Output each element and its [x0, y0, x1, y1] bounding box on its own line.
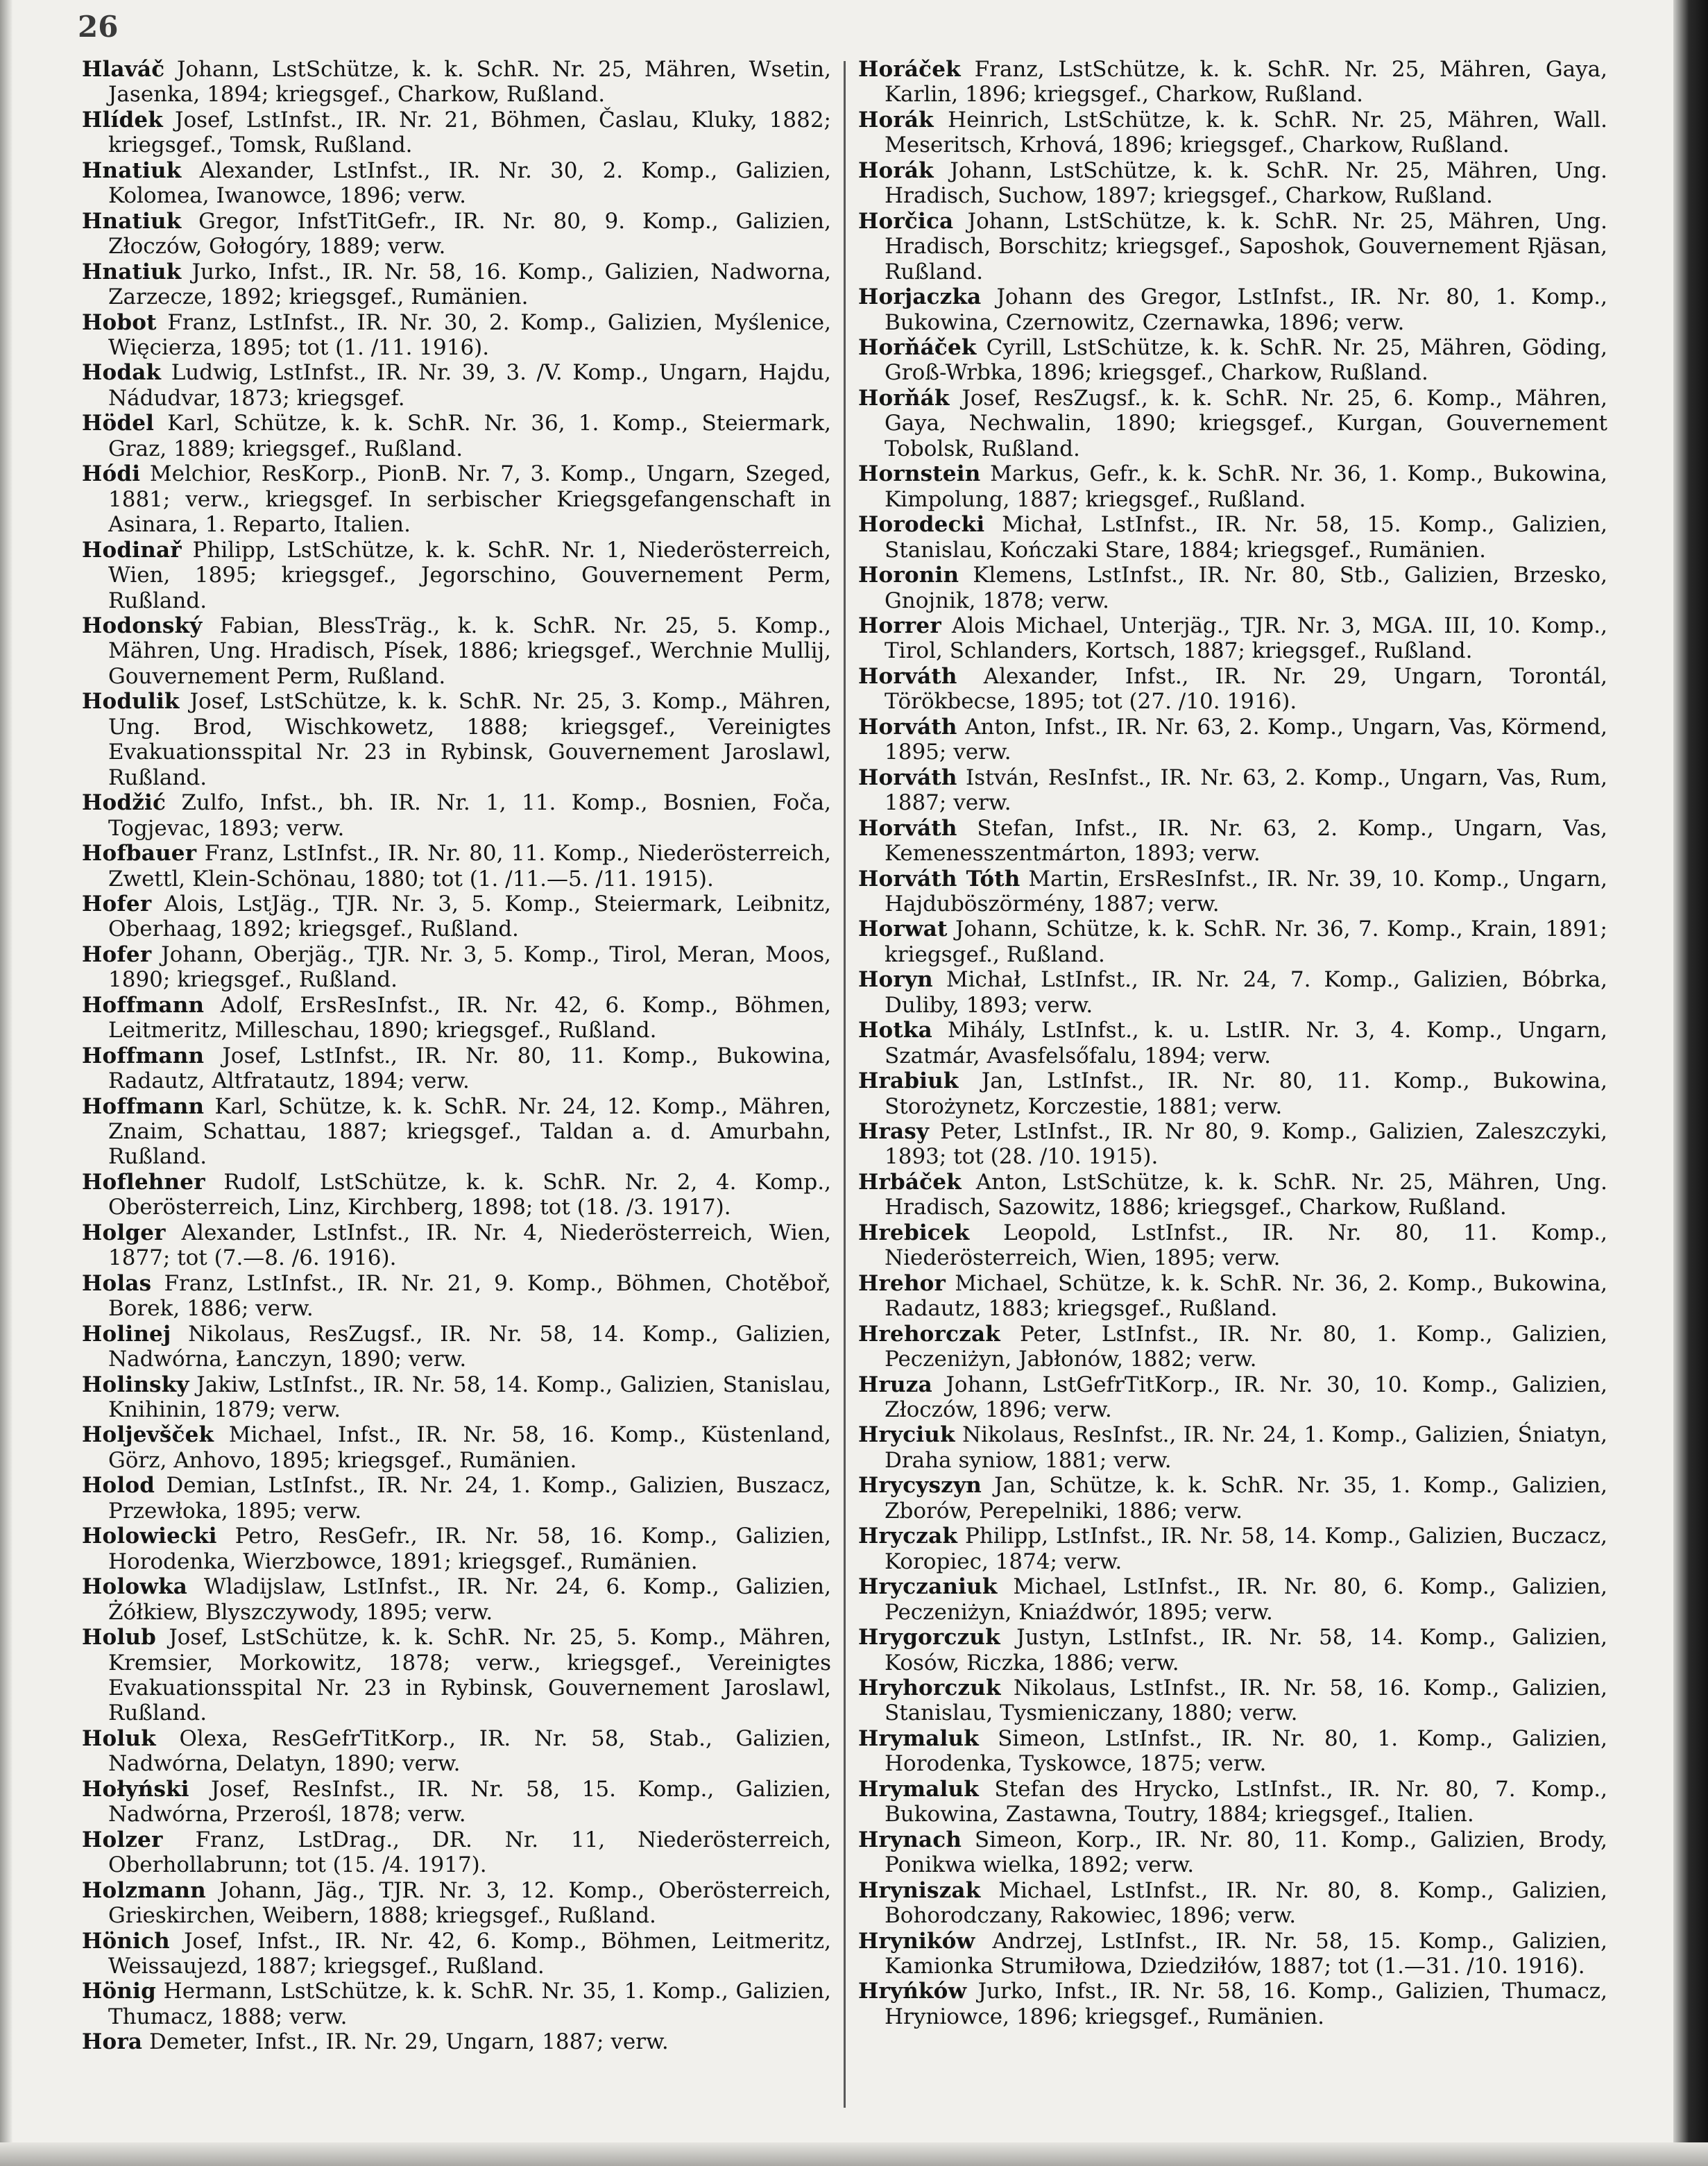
entry-surname: Holowka: [82, 1574, 188, 1600]
list-entry: [82, 1979, 831, 2029]
entry-details: Johann, LstSchütze, k. k. SchR. Nr. 25, Mähren, Wsetin, Jasenka, 1894; kriegsgef., Charkow, Rußland.: [108, 57, 831, 108]
entry-surname: Hoffmann: [82, 1043, 205, 1068]
entry-details: István, ResInfst., IR. Nr. 63, 2. Komp., Ungarn, Vas, Rum, 1887; verw.: [885, 765, 1607, 816]
entry-details: Mihály, LstInfst., k. u. LstIR. Nr. 3, 4. Komp., Ungarn, Szatmár, Avasfelsőfalu, 1894; verw.: [885, 1018, 1607, 1068]
entry-details: Alois Michael, Unterjäg., TJR. Nr. 3, MGA. III, 10. Komp., Tirol, Schlanders, Kortsch, 1887; kriegsgef., Rußland.: [885, 613, 1607, 664]
entry-surname: Hlídek: [82, 107, 163, 133]
entry-details: Cyrill, LstSchütze, k. k. SchR. Nr. 25, Mähren, Göding, Groß-Wrbka, 1896; kriegsgef., Charkow, Rußland.: [885, 334, 1607, 386]
entry-surname: Hofer: [82, 941, 152, 967]
entry-details: Josef, LstInfst., IR. Nr. 21, Böhmen, Časlau, Kluky, 1882; kriegsgef., Tomsk, Rußland.: [108, 107, 831, 158]
list-entry: [82, 1827, 831, 1878]
list-entry: [82, 993, 831, 1043]
list-entry: [858, 1422, 1607, 1473]
entry-surname: Holuk: [82, 1725, 156, 1751]
entry-details: Adolf, ErsResInfst., IR. Nr. 42, 6. Komp., Böhmen, Leitmeritz, Milleschau, 1890; kriegsgef., Rußland.: [108, 992, 831, 1043]
list-entry: [858, 1271, 1607, 1322]
list-entry: [858, 1675, 1607, 1726]
entry-details: Michael, Infst., IR. Nr. 58, 16. Komp., Küstenland, Görz, Anhovo, 1895; kriegsgef., Rumänien.: [108, 1422, 831, 1473]
entry-surname: Hrynach: [858, 1827, 962, 1852]
list-entry: [82, 841, 831, 892]
list-entry: [82, 1220, 831, 1271]
entry-surname: Horrer: [858, 613, 941, 638]
list-entry: [858, 916, 1607, 967]
entry-surname: Hrehorczak: [858, 1321, 1000, 1347]
entry-details: Josef, Infst., IR. Nr. 42, 6. Komp., Böhmen, Leitmeritz, Weissaujezd, 1887; kriegsgef., Rußland.: [108, 1928, 831, 1979]
list-entry: [858, 108, 1607, 158]
list-entry: [858, 57, 1607, 108]
entry-surname: Horváth: [858, 663, 957, 689]
entry-surname: Hnatiuk: [82, 157, 182, 183]
entry-details: Franz, LstInfst., IR. Nr. 30, 2. Komp., Galizien, Myślenice, Więcierza, 1895; tot (1. /11. 1916).: [108, 309, 831, 360]
entry-details: Simeon, Korp., IR. Nr. 80, 11. Komp., Galizien, Brody, Ponikwa wielka, 1892; verw.: [885, 1827, 1607, 1878]
list-entry: [858, 1726, 1607, 1777]
entry-details: Johann, Schütze, k. k. SchR. Nr. 36, 7. Komp., Krain, 1891; kriegsgef., Rußland.: [885, 916, 1607, 967]
list-entry: [82, 1043, 831, 1094]
list-entry: [82, 1777, 831, 1827]
entry-details: Ludwig, LstInfst., IR. Nr. 39, 3. /V. Komp., Ungarn, Hajdu, Nádudvar, 1873; kriegsgef.: [108, 360, 831, 411]
list-entry: [82, 259, 831, 310]
entry-surname: Hrebicek: [858, 1220, 970, 1245]
list-entry: [82, 1322, 831, 1372]
entry-details: Josef, LstSchütze, k. k. SchR. Nr. 25, 5. Komp., Mähren, Kremsier, Morkowitz, 1878; verw., kriegsgef., Vereinigtes Evakuationsspital Nr. 23 in Rybinsk, Gouvernement Jaroslawl, Rußland.: [108, 1625, 831, 1726]
entry-surname: Hryczaniuk: [858, 1574, 998, 1600]
entry-surname: Hryńków: [858, 1979, 967, 2004]
entry-surname: Horváth Tóth: [858, 866, 1020, 892]
entry-surname: Horjaczka: [858, 284, 982, 310]
list-entry: [82, 1422, 831, 1473]
list-entry: [82, 360, 831, 411]
entry-details: Fabian, BlessTräg., k. k. SchR. Nr. 25, 5. Komp., Mähren, Ung. Hradisch, Písek, 1886; kriegsgef., Werchnie Mullij, Gouvernement Perm, Rußland.: [108, 613, 831, 689]
list-entry: [858, 284, 1607, 335]
list-entry: [858, 765, 1607, 816]
list-entry: [858, 1929, 1607, 1979]
list-entry: [82, 2029, 831, 2054]
list-entry: [858, 1068, 1607, 1119]
entry-surname: Hodžić: [82, 790, 166, 816]
entry-details: Franz, LstSchütze, k. k. SchR. Nr. 25, Mähren, Gaya, Karlin, 1896; kriegsgef., Charkow, Rußland.: [885, 57, 1607, 108]
entry-surname: Hoffmann: [82, 1093, 205, 1119]
list-entry: [858, 1979, 1607, 2029]
list-entry: [858, 1220, 1607, 1271]
list-entry: [82, 1473, 831, 1524]
entry-surname: Horváth: [858, 765, 957, 790]
entry-details: Philipp, LstInfst., IR. Nr. 58, 14. Komp., Galizien, Buczacz, Koropiec, 1874; verw.: [885, 1524, 1607, 1574]
list-entry: [858, 1625, 1607, 1675]
list-entry: [858, 967, 1607, 1018]
list-entry: [858, 158, 1607, 209]
entry-surname: Hnatiuk: [82, 208, 182, 234]
entry-surname: Horák: [858, 157, 934, 183]
entry-surname: Horáček: [858, 57, 961, 82]
entry-details: Klemens, LstInfst., IR. Nr. 80, Stb., Galizien, Brzesko, Gnojnik, 1878; verw.: [885, 563, 1607, 613]
entry-surname: Hofbauer: [82, 841, 197, 867]
right-column: [858, 57, 1607, 2029]
list-entry: [82, 613, 831, 689]
list-entry: [82, 209, 831, 259]
entry-details: Melchior, ResKorp., PionB. Nr. 7, 3. Komp., Ungarn, Szeged, 1881; verw., kriegsgef. In serbischer Kriegsgefangenschaft in Asinara, 1. Reparto, Italien.: [108, 461, 831, 538]
list-entry: [858, 1170, 1607, 1220]
entry-surname: Horwat: [858, 916, 948, 942]
list-entry: [82, 1372, 831, 1423]
list-entry: [858, 1119, 1607, 1170]
entry-details: Michael, LstInfst., IR. Nr. 80, 6. Komp., Galizien, Peczeniżyn, Kniaźdwór, 1895; verw.: [885, 1574, 1607, 1625]
entry-surname: Hrycyszyn: [858, 1473, 982, 1499]
list-entry: [858, 1878, 1607, 1929]
list-entry: [858, 613, 1607, 664]
entry-details: Michael, Schütze, k. k. SchR. Nr. 36, 2. Komp., Bukowina, Radautz, 1883; kriegsgef., Rußland.: [885, 1270, 1607, 1322]
entry-surname: Holod: [82, 1473, 155, 1499]
entry-details: Johann, Jäg., TJR. Nr. 3, 12. Komp., Oberösterreich, Grieskirchen, Weibern, 1888; kriegsgef., Rußland.: [108, 1877, 831, 1929]
entry-surname: Hryniszak: [858, 1877, 981, 1903]
entry-surname: Horák: [858, 107, 934, 133]
entry-surname: Holinsky: [82, 1372, 189, 1397]
entry-details: Josef, ResZugsf., k. k. SchR. Nr. 25, 6. Komp., Mähren, Gaya, Nechwalin, 1890; kriegsgef., Kurgan, Gouvernement Tobolsk, Rußland.: [885, 385, 1607, 461]
list-entry: [858, 209, 1607, 284]
entry-details: Zulfo, Infst., bh. IR. Nr. 1, 11. Komp., Bosnien, Foča, Togjevac, 1893; verw.: [108, 790, 831, 841]
entry-surname: Hryników: [858, 1928, 975, 1954]
entry-surname: Horňák: [858, 385, 950, 411]
entry-surname: Hora: [82, 2029, 143, 2055]
entry-surname: Horváth: [858, 714, 957, 740]
list-entry: [858, 1473, 1607, 1524]
entry-surname: Hrymaluk: [858, 1776, 979, 1802]
entry-details: Martin, ErsResInfst., IR. Nr. 39, 10. Komp., Ungarn, Hajduböszörmény, 1887; verw.: [885, 866, 1607, 916]
entry-details: Justyn, LstInfst., IR. Nr. 58, 14. Komp., Galizien, Kosów, Riczka, 1886; verw.: [885, 1625, 1607, 1675]
entry-surname: Holzmann: [82, 1877, 206, 1903]
entry-surname: Hódi: [82, 461, 141, 487]
entry-details: Markus, Gefr., k. k. SchR. Nr. 36, 1. Komp., Bukowina, Kimpolung, 1887; kriegsgef., Rußland.: [885, 461, 1607, 512]
entry-surname: Hlaváč: [82, 57, 165, 82]
entry-details: Karl, Schütze, k. k. SchR. Nr. 24, 12. Komp., Mähren, Znaim, Schattau, 1887; kriegsgef., Taldan a. d. Amurbahn, Rußland.: [108, 1093, 831, 1170]
entry-surname: Holinej: [82, 1321, 171, 1347]
entry-details: Karl, Schütze, k. k. SchR. Nr. 36, 1. Komp., Steiermark, Graz, 1889; kriegsgef., Rußland.: [108, 411, 831, 461]
entry-details: Jurko, Infst., IR. Nr. 58, 16. Komp., Galizien, Thumacz, Hryniowce, 1896; kriegsgef., Rumänien.: [885, 1979, 1607, 2029]
list-entry: [82, 1726, 831, 1777]
entry-details: Johann, Oberjäg., TJR. Nr. 3, 5. Komp., Tirol, Meran, Moos, 1890; kriegsgef., Rußland.: [108, 941, 831, 993]
list-entry: [82, 790, 831, 841]
entry-surname: Hödel: [82, 411, 155, 436]
entry-details: Demian, LstInfst., IR. Nr. 24, 1. Komp., Galizien, Buszacz, Przewłoka, 1895; verw.: [108, 1473, 831, 1524]
list-entry: [858, 715, 1607, 765]
page-right-edge: [1673, 0, 1708, 2166]
list-entry: [858, 512, 1607, 563]
entry-surname: Hodinař: [82, 537, 182, 563]
entry-details: Michael, LstInfst., IR. Nr. 80, 8. Komp., Galizien, Bohorodczany, Rakowiec, 1896; verw.: [885, 1877, 1607, 1929]
entry-surname: Hołyński: [82, 1776, 189, 1802]
entry-details: Johann, LstSchütze, k. k. SchR. Nr. 25, Mähren, Ung. Hradisch, Borschitz; kriegsgef., Saposhok, Gouvernement Rjäsan, Rußland.: [885, 208, 1607, 284]
list-entry: [82, 108, 831, 158]
entry-details: Michał, LstInfst., IR. Nr. 58, 15. Komp., Galizien, Stanislau, Kończaki Stare, 1884; kriegsgef., Rumänien.: [885, 512, 1607, 563]
entry-details: Demeter, Infst., IR. Nr. 29, Ungarn, 1887; verw.: [142, 2029, 669, 2055]
entry-surname: Hrehor: [858, 1270, 946, 1296]
page-number: 26: [78, 10, 119, 44]
list-entry: [858, 563, 1607, 613]
list-entry: [82, 158, 831, 209]
list-entry: [82, 57, 831, 108]
entry-details: Gregor, InfstTitGefr., IR. Nr. 80, 9. Komp., Galizien, Złoczów, Gołogóry, 1889; verw.: [108, 208, 831, 259]
entry-surname: Horváth: [858, 815, 957, 841]
entry-surname: Horonin: [858, 563, 959, 588]
entry-surname: Holjevšček: [82, 1422, 214, 1448]
list-entry: [858, 461, 1607, 512]
list-entry: [82, 1170, 831, 1220]
entry-details: Hermann, LstSchütze, k. k. SchR. Nr. 35, 1. Komp., Galizien, Thumacz, 1888; verw.: [108, 1979, 831, 2029]
entry-details: Jan, LstInfst., IR. Nr. 80, 11. Komp., Bukowina, Storożynetz, Korczestie, 1881; verw.: [885, 1068, 1607, 1119]
entry-details: Johann, LstGefrTitKorp., IR. Nr. 30, 10. Komp., Galizien, Złoczów, 1896; verw.: [885, 1372, 1607, 1423]
entry-details: Anton, LstSchütze, k. k. SchR. Nr. 25, Mähren, Ung. Hradisch, Sazowitz, 1886; kriegsgef., Charkow, Rußland.: [885, 1169, 1607, 1220]
entry-details: Olexa, ResGefrTitKorp., IR. Nr. 58, Stab., Galizien, Nadwórna, Delatyn, 1890; verw.: [108, 1725, 831, 1777]
entry-details: Philipp, LstSchütze, k. k. SchR. Nr. 1, Niederösterreich, Wien, 1895; kriegsgef., Jegorschino, Gouvernement Perm, Rußland.: [108, 537, 831, 613]
entry-surname: Horodecki: [858, 512, 985, 538]
entry-details: Franz, LstInfst., IR. Nr. 21, 9. Komp., Böhmen, Chotěboř, Borek, 1886; verw.: [108, 1270, 831, 1322]
list-entry: [82, 1929, 831, 1979]
list-entry: [82, 461, 831, 537]
entry-surname: Hornstein: [858, 461, 981, 487]
entry-surname: Hoffmann: [82, 992, 205, 1018]
list-entry: [82, 1625, 831, 1726]
page-left-shadow: [0, 0, 12, 2166]
entry-details: Nikolaus, LstInfst., IR. Nr. 58, 16. Komp., Galizien, Stanislau, Tysmieniczany, 1880; verw.: [885, 1675, 1607, 1726]
list-entry: [82, 689, 831, 790]
entry-details: Michał, LstInfst., IR. Nr. 24, 7. Komp., Galizien, Bóbrka, Duliby, 1893; verw.: [885, 967, 1607, 1018]
entry-surname: Hönich: [82, 1928, 170, 1954]
entry-surname: Hryhorczuk: [858, 1675, 1001, 1700]
entry-surname: Hrabiuk: [858, 1068, 959, 1094]
entry-surname: Hodulik: [82, 689, 180, 715]
entry-details: Alexander, Infst., IR. Nr. 29, Ungarn, Torontál, Törökbecse, 1895; tot (27. /10. 1916).: [885, 663, 1607, 715]
entry-details: Peter, LstInfst., IR. Nr 80, 9. Komp., Galizien, Zaleszczyki, 1893; tot (28. /10. 1915).: [885, 1119, 1607, 1170]
entry-details: Josef, LstInfst., IR. Nr. 80, 11. Komp., Bukowina, Radautz, Altfratautz, 1894; verw.: [108, 1043, 831, 1094]
list-entry: [858, 1322, 1607, 1372]
entry-surname: Holowiecki: [82, 1524, 217, 1549]
entry-details: Simeon, LstInfst., IR. Nr. 80, 1. Komp., Galizien, Horodenka, Tyskowce, 1875; verw.: [885, 1725, 1607, 1777]
entry-details: Rudolf, LstSchütze, k. k. SchR. Nr. 2, 4. Komp., Oberösterreich, Linz, Kirchberg, 1898; tot (18. /3. 1917).: [108, 1169, 831, 1220]
entry-details: Peter, LstInfst., IR. Nr. 80, 1. Komp., Galizien, Peczeniżyn, Jabłonów, 1882; verw.: [885, 1321, 1607, 1372]
entry-details: Leopold, LstInfst., IR. Nr. 80, 11. Komp., Niederösterreich, Wien, 1895; verw.: [885, 1220, 1607, 1271]
list-entry: [858, 664, 1607, 715]
entry-details: Jakiw, LstInfst., IR. Nr. 58, 14. Komp., Galizien, Stanislau, Knihinin, 1879; verw.: [108, 1372, 831, 1423]
entry-surname: Hotka: [858, 1018, 932, 1043]
entry-surname: Holub: [82, 1625, 156, 1651]
page-bottom-edge: [0, 2142, 1708, 2166]
entry-details: Alexander, LstInfst., IR. Nr. 30, 2. Komp., Galizien, Kolomea, Iwanowce, 1896; verw.: [108, 157, 831, 209]
entry-details: Anton, Infst., IR. Nr. 63, 2. Komp., Ungarn, Vas, Körmend, 1895; verw.: [885, 714, 1607, 765]
list-entry: [82, 310, 831, 361]
entry-details: Wladijslaw, LstInfst., IR. Nr. 24, 6. Komp., Galizien, Żółkiew, Blyszczywody, 1895; verw.: [108, 1574, 831, 1625]
list-entry: [858, 1018, 1607, 1068]
entry-surname: Hofer: [82, 891, 152, 916]
entry-surname: Holger: [82, 1220, 166, 1245]
entry-surname: Hrymaluk: [858, 1725, 979, 1751]
entry-surname: Hrasy: [858, 1119, 930, 1145]
entry-surname: Hruza: [858, 1372, 932, 1397]
entry-details: Johann des Gregor, LstInfst., IR. Nr. 80, 1. Komp., Bukowina, Czernowitz, Czernawka, 1896; verw.: [885, 284, 1607, 335]
list-entry: [82, 538, 831, 613]
entry-surname: Hrbáček: [858, 1169, 962, 1195]
entry-details: Stefan des Hrycko, LstInfst., IR. Nr. 80, 7. Komp., Bukowina, Zastawna, Toutry, 1884; kriegsgef., Italien.: [885, 1776, 1607, 1827]
entry-surname: Hodonský: [82, 613, 203, 638]
list-entry: [858, 1827, 1607, 1878]
entry-surname: Hönig: [82, 1979, 156, 2004]
list-entry: [82, 1524, 831, 1574]
entry-surname: Holas: [82, 1270, 152, 1296]
entry-details: Heinrich, LstSchütze, k. k. SchR. Nr. 25, Mähren, Wall. Meseritsch, Krhová, 1896; kriegsgef., Charkow, Rußland.: [885, 107, 1607, 158]
entry-details: Nikolaus, ResZugsf., IR. Nr. 58, 14. Komp., Galizien, Nadwórna, Łanczyn, 1890; verw.: [108, 1321, 831, 1372]
entry-surname: Hodak: [82, 360, 162, 386]
entry-surname: Hrygorczuk: [858, 1625, 1000, 1651]
entry-surname: Hobot: [82, 309, 157, 335]
entry-details: Alexander, LstInfst., IR. Nr. 4, Niederösterreich, Wien, 1877; tot (7.—8. /6. 1916).: [108, 1220, 831, 1271]
list-entry: [82, 892, 831, 942]
entry-surname: Hoflehner: [82, 1169, 205, 1195]
list-entry: [82, 411, 831, 461]
entry-surname: Horčica: [858, 208, 954, 234]
entry-details: Nikolaus, ResInfst., IR. Nr. 24, 1. Komp., Galizien, Śniatyn, Draha syniow, 1881; verw.: [885, 1422, 1607, 1473]
entry-surname: Holzer: [82, 1827, 163, 1852]
entry-details: Andrzej, LstInfst., IR. Nr. 58, 15. Komp., Galizien, Kamionka Strumiłowa, Dziedziłów, 1887; tot (1.—31. /10. 1916).: [885, 1928, 1607, 1979]
list-entry: [858, 867, 1607, 917]
list-entry: [82, 1574, 831, 1625]
list-entry: [82, 942, 831, 993]
column-divider: [844, 61, 846, 2108]
entry-details: Franz, LstDrag., DR. Nr. 11, Niederösterreich, Oberhollabrunn; tot (15. /4. 1917).: [108, 1827, 831, 1878]
list-entry: [858, 386, 1607, 461]
entry-details: Jurko, Infst., IR. Nr. 58, 16. Komp., Galizien, Nadworna, Zarzecze, 1892; kriegsgef., Rumänien.: [108, 259, 831, 310]
list-entry: [858, 1524, 1607, 1574]
list-entry: [82, 1094, 831, 1170]
list-entry: [858, 1777, 1607, 1827]
entry-details: Josef, LstSchütze, k. k. SchR. Nr. 25, 3. Komp., Mähren, Ung. Brod, Wischkowetz, 1888; kriegsgef., Vereinigtes Evakuationsspital Nr. 23 in Rybinsk, Gouvernement Jaroslawl, Rußland.: [108, 689, 831, 790]
list-entry: [82, 1878, 831, 1929]
left-column: [82, 57, 831, 2055]
entry-details: Franz, LstInfst., IR. Nr. 80, 11. Komp., Niederösterreich, Zwettl, Klein-Schönau, 1880; tot (1. /11.—5. /11. 1915).: [108, 841, 831, 892]
list-entry: [82, 1271, 831, 1322]
entry-surname: Hryczak: [858, 1524, 958, 1549]
entry-surname: Horyn: [858, 967, 933, 993]
list-entry: [858, 1372, 1607, 1423]
list-entry: [858, 1574, 1607, 1625]
entry-details: Jan, Schütze, k. k. SchR. Nr. 35, 1. Komp., Galizien, Zborów, Perepelniki, 1886; verw.: [885, 1473, 1607, 1524]
entry-surname: Hnatiuk: [82, 259, 182, 284]
entry-details: Johann, LstSchütze, k. k. SchR. Nr. 25, Mähren, Ung. Hradisch, Suchow, 1897; kriegsgef., Charkow, Rußland.: [885, 157, 1607, 209]
entry-surname: Horňáček: [858, 334, 977, 360]
entry-details: Stefan, Infst., IR. Nr. 63, 2. Komp., Ungarn, Vas, Kemenesszentmárton, 1893; verw.: [885, 815, 1607, 867]
entry-surname: Hryciuk: [858, 1422, 955, 1448]
entry-details: Alois, LstJäg., TJR. Nr. 3, 5. Komp., Steiermark, Leibnitz, Oberhaag, 1892; kriegsgef., Rußland.: [108, 891, 831, 942]
list-entry: [858, 335, 1607, 386]
entry-details: Josef, ResInfst., IR. Nr. 58, 15. Komp., Galizien, Nadwórna, Przerośl, 1878; verw.: [108, 1776, 831, 1827]
list-entry: [858, 816, 1607, 867]
entry-details: Petro, ResGefr., IR. Nr. 58, 16. Komp., Galizien, Horodenka, Wierzbowce, 1891; kriegsgef., Rumänien.: [108, 1524, 831, 1574]
